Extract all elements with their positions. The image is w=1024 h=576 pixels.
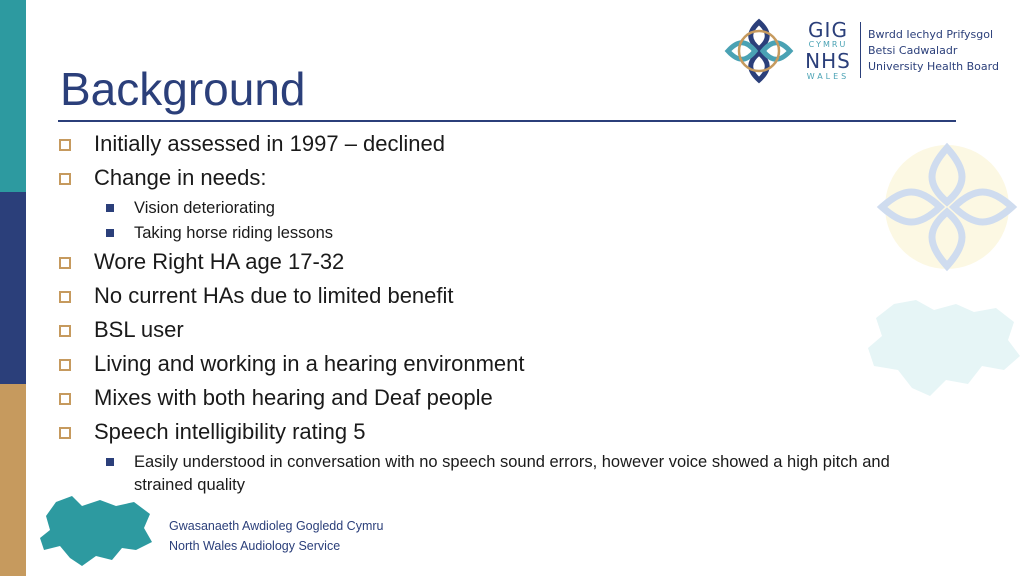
health-board-logo <box>724 18 1014 84</box>
bullet-list <box>58 127 958 497</box>
board-name-line3: University Health Board <box>868 60 999 73</box>
logo-nhs: NHS <box>805 49 851 73</box>
logo-cymru: CYMRU <box>808 40 848 49</box>
bullet-item <box>58 313 958 347</box>
footer-english-name: North Wales Audiology Service <box>169 539 341 553</box>
bullet-text: Mixes with both hearing and Deaf people <box>94 385 493 410</box>
bullet-text: Speech intelligibility rating 5 <box>94 419 366 444</box>
sub-bullet-text: Easily understood in conversation with no speech sound errors, however voice showed a high pitch and strained quality <box>134 453 890 494</box>
bullet-item <box>58 245 958 279</box>
sub-bullet-item <box>58 195 958 220</box>
bullet-item <box>58 415 958 449</box>
title-underline <box>58 120 956 122</box>
filled-square-bullet-icon <box>106 458 114 466</box>
sub-bullet-item <box>58 449 944 497</box>
sub-bullet-text: Taking horse riding lessons <box>134 224 334 242</box>
service-footer <box>169 516 383 556</box>
bullet-text: Change in needs: <box>94 165 267 190</box>
celtic-knot-icon <box>724 18 794 84</box>
hollow-square-bullet-icon <box>59 139 71 151</box>
bullet-text: BSL user <box>94 317 184 342</box>
logo-gig: GIG <box>808 18 848 42</box>
bullet-item <box>58 161 958 195</box>
board-name-line2: Betsi Cadwaladr <box>868 44 958 57</box>
hollow-square-bullet-icon <box>59 359 71 371</box>
board-name-line1: Bwrdd Iechyd Prifysgol <box>868 28 994 41</box>
sub-bullet-item <box>58 220 958 245</box>
hollow-square-bullet-icon <box>59 173 71 185</box>
bullet-text: Wore Right HA age 17-32 <box>94 249 345 274</box>
bullet-item <box>58 347 958 381</box>
logo-wales: WALES <box>806 72 850 81</box>
bullet-item <box>58 381 958 415</box>
hollow-square-bullet-icon <box>59 257 71 269</box>
bullet-item <box>58 127 958 161</box>
slide-title: Background <box>60 63 306 115</box>
hollow-square-bullet-icon <box>59 325 71 337</box>
side-strip-teal <box>0 0 26 192</box>
filled-square-bullet-icon <box>106 229 114 237</box>
bullet-text: Living and working in a hearing environment <box>94 351 525 376</box>
filled-square-bullet-icon <box>106 204 114 212</box>
bullet-item <box>58 279 958 313</box>
north-wales-map-icon <box>38 494 156 572</box>
side-strip-navy <box>0 192 26 384</box>
bullet-text: No current HAs due to limited benefit <box>94 283 454 308</box>
sub-bullet-text: Vision deteriorating <box>134 199 275 217</box>
bullet-text: Initially assessed in 1997 – declined <box>94 131 446 156</box>
logo-divider <box>860 22 861 78</box>
gig-cymru-nhs-wales-wordmark <box>802 20 854 82</box>
hollow-square-bullet-icon <box>59 393 71 405</box>
hollow-square-bullet-icon <box>59 291 71 303</box>
health-board-name <box>868 27 999 75</box>
footer-welsh-name: Gwasanaeth Awdioleg Gogledd Cymru <box>169 519 384 533</box>
hollow-square-bullet-icon <box>59 427 71 439</box>
side-strip-tan <box>0 384 26 576</box>
